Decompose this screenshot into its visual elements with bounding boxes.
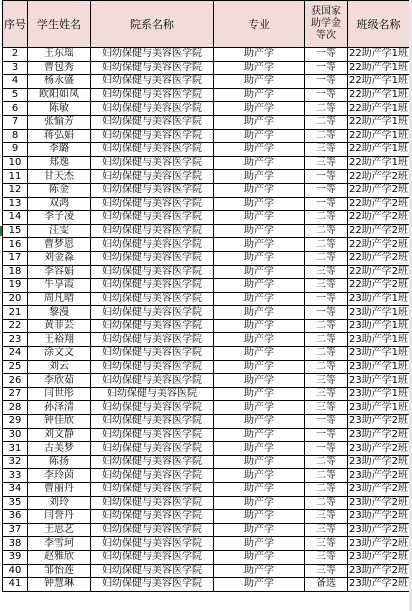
cell-class[interactable]: 23助产学1班	[348, 347, 409, 359]
table-row	[3, 143, 410, 157]
cell-major[interactable]: 助产学	[214, 401, 305, 415]
table-row	[3, 102, 410, 116]
cell-grade[interactable]: 一等	[305, 75, 348, 89]
cell-major[interactable]: 助产学	[214, 61, 305, 75]
cell-college[interactable]: 妇幼保健与美容医学院	[91, 197, 214, 211]
cell-college[interactable]: 妇幼保健与美容医学院	[91, 483, 214, 497]
cell-class[interactable]: 22助产学1班	[348, 48, 409, 60]
cell-name[interactable]: 陈扬	[28, 455, 91, 469]
cell-college[interactable]: 妇幼保健与美容医学院	[91, 306, 214, 320]
cell-no[interactable]: 27	[3, 387, 28, 401]
cell-college[interactable]: 妇幼保健与美容医学院	[91, 115, 214, 129]
table-row	[3, 510, 410, 524]
cell-grade[interactable]: 三等	[305, 523, 348, 537]
cell-no[interactable]: 25	[3, 360, 28, 374]
table-row	[3, 88, 410, 102]
cell-grade[interactable]: 二等	[305, 360, 348, 374]
table-row	[3, 469, 410, 483]
cell-no[interactable]: 40	[3, 564, 28, 578]
cell-no[interactable]: 31	[3, 442, 28, 456]
cell-grade[interactable]: 三等	[305, 374, 348, 388]
cell-major[interactable]: 助产学	[214, 469, 305, 483]
cell-class[interactable]: 23助产学2班	[348, 442, 409, 454]
cell-name[interactable]: 王裕翔	[28, 333, 91, 347]
cell-major[interactable]: 助产学	[214, 496, 305, 510]
cell-name[interactable]: 曹丽丹	[28, 483, 91, 497]
table-row	[3, 279, 410, 293]
cell-major[interactable]: 助产学	[214, 455, 305, 469]
cell-major[interactable]: 助产学	[214, 88, 305, 102]
cell-class[interactable]: 23助产学1班	[348, 306, 409, 318]
cell-grade[interactable]: 二等	[305, 129, 348, 143]
table-header	[3, 1, 410, 48]
cell-college[interactable]: 妇幼保健与美容医学院	[91, 360, 214, 374]
cell-class[interactable]: 23助产学2班	[348, 564, 409, 576]
cell-name[interactable]: 周凡晴	[28, 292, 91, 306]
cell-grade[interactable]: 一等	[305, 415, 348, 429]
cell-major[interactable]: 助产学	[214, 170, 305, 184]
header-college[interactable]: 院系名称	[91, 1, 214, 48]
table-row	[3, 115, 410, 129]
cell-college[interactable]: 妇幼保健与美容医学院	[91, 170, 214, 184]
cell-college[interactable]: 妇幼保健与美容医院	[91, 387, 214, 401]
cell-class[interactable]: 23助产学2班	[348, 415, 409, 427]
cell-class[interactable]: 22助产学2班	[348, 265, 409, 277]
table-row	[3, 129, 410, 143]
cell-college[interactable]: 妇幼保健与美容医学院	[91, 428, 214, 442]
cell-no[interactable]: 20	[3, 292, 28, 306]
cell-major[interactable]: 助产学	[214, 428, 305, 442]
cell-no[interactable]: 8	[3, 129, 28, 143]
cell-name[interactable]: 孙泽清	[28, 401, 91, 415]
table-row	[3, 483, 410, 497]
table-row	[3, 401, 410, 415]
cell-major[interactable]: 助产学	[214, 183, 305, 197]
cell-name[interactable]: 黎漫	[28, 306, 91, 320]
cell-name[interactable]: 杨永盛	[28, 75, 91, 89]
cell-college[interactable]: 妇幼保健与美容医学院	[91, 537, 214, 551]
cell-major[interactable]: 助产学	[214, 510, 305, 524]
table-row	[3, 292, 410, 306]
cell-no[interactable]: 39	[3, 550, 28, 564]
cell-name[interactable]: 刘玲	[28, 496, 91, 510]
cell-name[interactable]: 郑逸	[28, 156, 91, 170]
cell-college[interactable]: 妇幼保健与美容医学院	[91, 143, 214, 157]
table-row	[3, 347, 410, 361]
cell-major[interactable]: 助产学	[214, 211, 305, 225]
table-row	[3, 578, 410, 592]
cell-college[interactable]: 妇幼保健与美容医学院	[91, 401, 214, 415]
cell-no[interactable]: 19	[3, 279, 28, 293]
cell-name[interactable]: 古美梦	[28, 442, 91, 456]
cell-no[interactable]: 41	[3, 578, 28, 592]
cell-college[interactable]: 妇幼保健与美容医学院	[91, 550, 214, 564]
cell-college[interactable]: 妇幼保健与美容医学院	[91, 374, 214, 388]
cell-name[interactable]: 王思艺	[28, 523, 91, 537]
cell-name[interactable]: 陈金	[28, 183, 91, 197]
cell-no[interactable]: 17	[3, 251, 28, 265]
cell-class[interactable]: 23助产学2班	[348, 428, 409, 440]
cell-major[interactable]: 助产学	[214, 102, 305, 116]
cell-class[interactable]: 23助产学2班	[348, 537, 409, 549]
cell-major[interactable]: 助产学	[214, 442, 305, 456]
cell-college[interactable]: 妇幼保健与美容医学院	[91, 319, 214, 333]
cell-major[interactable]: 助产学	[214, 360, 305, 374]
table-row	[3, 415, 410, 429]
cell-name[interactable]: 钟佳欣	[28, 415, 91, 429]
cell-major[interactable]: 助产学	[214, 564, 305, 578]
cell-college[interactable]: 妇幼保健与美容医学院	[91, 88, 214, 102]
cell-college[interactable]: 妇幼保健与美容医学院	[91, 224, 214, 238]
cell-no[interactable]: 7	[3, 115, 28, 129]
cell-no[interactable]: 5	[3, 88, 28, 102]
cell-grade[interactable]: 三等	[305, 143, 348, 157]
cell-major[interactable]: 助产学	[214, 387, 305, 401]
cell-class[interactable]: 23助产学1班	[348, 401, 409, 413]
cell-major[interactable]: 助产学	[214, 197, 305, 211]
table-row	[3, 211, 410, 225]
cell-class[interactable]: 23助产学2班	[348, 524, 409, 536]
cell-name[interactable]: 蒋弘娟	[28, 129, 91, 143]
cell-class[interactable]: 22助产学1班	[348, 157, 409, 169]
cell-college[interactable]: 妇幼保健与美容医学院	[91, 61, 214, 75]
cell-college[interactable]: 妇幼保健与美容医学院	[91, 442, 214, 456]
cell-class[interactable]: 22助产学1班	[348, 102, 409, 114]
cell-grade[interactable]: 二等	[305, 319, 348, 333]
cell-no[interactable]: 15	[3, 224, 28, 238]
table-body	[3, 48, 410, 592]
cell-class[interactable]: 22助产学2班	[348, 225, 409, 237]
cell-name[interactable]: 黄菲芸	[28, 319, 91, 333]
cell-college[interactable]: 妇幼保健与美容医学院	[91, 510, 214, 524]
cell-name[interactable]: 赵雅欣	[28, 550, 91, 564]
cell-no[interactable]: 16	[3, 238, 28, 252]
cell-major[interactable]: 助产学	[214, 279, 305, 293]
cell-name[interactable]: 刘文静	[28, 428, 91, 442]
cell-major[interactable]: 助产学	[214, 483, 305, 497]
table-row	[3, 306, 410, 320]
cell-grade[interactable]: 一等	[305, 197, 348, 211]
cell-name[interactable]: 张愉芳	[28, 115, 91, 129]
table-row	[3, 265, 410, 279]
table-row	[3, 61, 410, 75]
cell-class[interactable]: 22助产学2班	[348, 279, 409, 291]
cell-name[interactable]: 涂文文	[28, 347, 91, 361]
table-row	[3, 170, 410, 184]
cell-college[interactable]: 妇幼保健与美容医学院	[91, 75, 214, 89]
cell-grade[interactable]: 二等	[305, 238, 348, 252]
table-row	[3, 238, 410, 252]
cell-college[interactable]: 妇幼保健与美容医学院	[91, 496, 214, 510]
cell-no[interactable]: 3	[3, 61, 28, 75]
cell-no[interactable]: 33	[3, 469, 28, 483]
cell-class[interactable]: 23助产学2班	[348, 483, 409, 495]
cell-class[interactable]: 22助产学2班	[348, 238, 409, 250]
cell-class[interactable]: 22助产学2班	[348, 252, 409, 264]
cell-college[interactable]: 妇幼保健与美容医学院	[91, 455, 214, 469]
cell-major[interactable]: 助产学	[214, 265, 305, 279]
header-grade-line-3: 等次	[316, 30, 336, 41]
cell-name[interactable]: 双鸿	[28, 197, 91, 211]
cell-class[interactable]: 22助产学1班	[348, 61, 409, 73]
cell-name[interactable]: 邹怡莲	[28, 564, 91, 578]
cell-no[interactable]: 14	[3, 211, 28, 225]
cell-class[interactable]: 23助产学1班	[348, 388, 409, 400]
table-row	[3, 496, 410, 510]
cell-college[interactable]: 妇幼保健与美容医学院	[91, 48, 214, 62]
cell-major[interactable]: 助产学	[214, 143, 305, 157]
cell-class[interactable]: 23助产学2班	[348, 456, 409, 468]
cell-class[interactable]: 23助产学2班	[348, 510, 409, 522]
cell-grade[interactable]: 一等	[305, 48, 348, 62]
cell-major[interactable]: 助产学	[214, 333, 305, 347]
cell-no[interactable]: 35	[3, 496, 28, 510]
cell-college[interactable]: 妇幼保健与美容医学院	[91, 523, 214, 537]
table-row	[3, 387, 410, 401]
cell-college[interactable]: 妇幼保健与美容医学院	[91, 415, 214, 429]
cell-grade[interactable]: 二等	[305, 347, 348, 361]
cell-grade[interactable]: 二等	[305, 455, 348, 469]
cell-name[interactable]: 刘云	[28, 360, 91, 374]
cell-name[interactable]: 闫誉丹	[28, 510, 91, 524]
cell-grade[interactable]: 二等	[305, 102, 348, 116]
cell-class[interactable]: 23助产学1班	[348, 292, 409, 304]
table-row	[3, 360, 410, 374]
cell-class[interactable]: 22助产学1班	[348, 75, 409, 87]
cell-no[interactable]: 2	[3, 48, 28, 62]
cell-grade[interactable]: 三等	[305, 279, 348, 293]
cell-no[interactable]: 11	[3, 170, 28, 184]
cell-grade[interactable]: 三等	[305, 510, 348, 524]
cell-no[interactable]: 28	[3, 401, 28, 415]
cell-no[interactable]: 6	[3, 102, 28, 116]
cell-name[interactable]: 李璐	[28, 143, 91, 157]
cell-class[interactable]: 22助产学2班	[348, 170, 409, 182]
cell-name[interactable]: 李容娟	[28, 265, 91, 279]
cell-name[interactable]: 闫世彤	[28, 387, 91, 401]
cell-college[interactable]: 妇幼保健与美容医学院	[91, 279, 214, 293]
cell-grade[interactable]: 二等	[305, 224, 348, 238]
cell-grade[interactable]: 备选	[305, 578, 348, 592]
cell-college[interactable]: 妇幼保健与美容医学院	[91, 211, 214, 225]
cell-class[interactable]: 22助产学1班	[348, 143, 409, 155]
cell-class[interactable]: 22助产学1班	[348, 89, 409, 101]
cell-college[interactable]: 妇幼保健与美容医学院	[91, 102, 214, 116]
cell-no[interactable]: 4	[3, 75, 28, 89]
cell-college[interactable]: 妇幼保健与美容医学院	[91, 129, 214, 143]
table-row	[3, 523, 410, 537]
cell-no[interactable]: 38	[3, 537, 28, 551]
cell-major[interactable]: 助产学	[214, 48, 305, 62]
cell-major[interactable]: 助产学	[214, 578, 305, 592]
cell-grade[interactable]: 三等	[305, 564, 348, 578]
cell-name[interactable]: 曹梦恩	[28, 238, 91, 252]
cell-name[interactable]: 欧阳如凤	[28, 88, 91, 102]
cell-class[interactable]: 23助产学1班	[348, 360, 409, 372]
table-row	[3, 224, 410, 238]
cell-class[interactable]: 23助产学1班	[348, 374, 409, 386]
cell-major[interactable]: 助产学	[214, 115, 305, 129]
header-row	[3, 1, 410, 48]
cell-grade[interactable]: 一等	[305, 88, 348, 102]
cell-name[interactable]: 陈敏	[28, 102, 91, 116]
cell-no[interactable]: 23	[3, 333, 28, 347]
cell-class[interactable]: 23助产学1班	[348, 320, 409, 332]
cell-major[interactable]: 助产学	[214, 75, 305, 89]
table-row	[3, 183, 410, 197]
cell-major[interactable]: 助产学	[214, 550, 305, 564]
cell-name[interactable]: 王东瑶	[28, 48, 91, 62]
cell-grade[interactable]: 二等	[305, 333, 348, 347]
header-grade[interactable]	[305, 1, 348, 48]
cell-college[interactable]: 妇幼保健与美容医学院	[91, 578, 214, 592]
table-row	[3, 564, 410, 578]
table-row	[3, 319, 410, 333]
grant-recipient-table	[2, 0, 410, 592]
cell-class[interactable]: 22助产学1班	[348, 116, 409, 128]
cell-college[interactable]: 妇幼保健与美容医学院	[91, 251, 214, 265]
cell-name[interactable]: 汪雯	[28, 224, 91, 238]
cell-no[interactable]: 36	[3, 510, 28, 524]
table-row	[3, 455, 410, 469]
cell-college[interactable]: 妇幼保健与美容医学院	[91, 265, 214, 279]
header-grade-line-1: 获国家	[311, 6, 341, 17]
cell-college[interactable]: 妇幼保健与美容医学院	[91, 156, 214, 170]
cell-grade[interactable]: 二等	[305, 469, 348, 483]
cell-major[interactable]: 助产学	[214, 224, 305, 238]
cell-class[interactable]: 23助产学1班	[348, 333, 409, 345]
cell-name[interactable]: 李雪珂	[28, 537, 91, 551]
cell-grade[interactable]: 二等	[305, 251, 348, 265]
cell-grade[interactable]: 二等	[305, 496, 348, 510]
cell-major[interactable]: 助产学	[214, 347, 305, 361]
header-no[interactable]: 序号	[3, 1, 28, 48]
cell-class[interactable]: 23助产学2班	[348, 469, 409, 481]
cell-major[interactable]: 助产学	[214, 523, 305, 537]
header-grade-line-2: 助学金	[311, 18, 341, 29]
cell-grade[interactable]: 一等	[305, 442, 348, 456]
cell-no[interactable]: 29	[3, 415, 28, 429]
cell-grade[interactable]: 三等	[305, 156, 348, 170]
cell-college[interactable]: 妇幼保健与美容医学院	[91, 469, 214, 483]
cell-major[interactable]: 助产学	[214, 129, 305, 143]
cell-no[interactable]: 22	[3, 319, 28, 333]
cell-grade[interactable]: 二等	[305, 115, 348, 129]
header-class[interactable]: 班级名称	[348, 1, 410, 48]
cell-grade[interactable]: 一等	[305, 183, 348, 197]
cell-name[interactable]: 曹包秀	[28, 61, 91, 75]
cell-grade[interactable]: 二等	[305, 483, 348, 497]
table-row	[3, 251, 410, 265]
cell-grade[interactable]: 一等	[305, 306, 348, 320]
header-major[interactable]: 专业	[214, 1, 305, 48]
cell-name[interactable]: 李欣茹	[28, 374, 91, 388]
cell-no[interactable]: 10	[3, 156, 28, 170]
cell-no[interactable]: 37	[3, 523, 28, 537]
cell-major[interactable]: 助产学	[214, 238, 305, 252]
cell-college[interactable]: 妇幼保健与美容医学院	[91, 292, 214, 306]
cell-major[interactable]: 助产学	[214, 537, 305, 551]
table-row	[3, 156, 410, 170]
cell-college[interactable]: 妇幼保健与美容医学院	[91, 238, 214, 252]
cell-major[interactable]: 助产学	[214, 415, 305, 429]
cell-no[interactable]: 9	[3, 143, 28, 157]
table-row	[3, 428, 410, 442]
cell-class[interactable]: 22助产学2班	[348, 184, 409, 196]
table-row	[3, 442, 410, 456]
table-row	[3, 48, 410, 62]
cell-grade[interactable]: 三等	[305, 550, 348, 564]
cell-grade[interactable]: 三等	[305, 265, 348, 279]
cell-class[interactable]: 22助产学1班	[348, 129, 409, 141]
cell-grade[interactable]: 三等	[305, 387, 348, 401]
cell-grade[interactable]: 三等	[305, 537, 348, 551]
cell-class[interactable]: 22助产学2班	[348, 197, 409, 209]
cell-no[interactable]: 26	[3, 374, 28, 388]
table-row	[3, 75, 410, 89]
cell-no[interactable]: 34	[3, 483, 28, 497]
cell-name[interactable]: 甘天杰	[28, 170, 91, 184]
table-row	[3, 333, 410, 347]
cell-major[interactable]: 助产学	[214, 374, 305, 388]
cell-major[interactable]: 助产学	[214, 319, 305, 333]
cell-college[interactable]: 妇幼保健与美容医学院	[91, 564, 214, 578]
cell-name[interactable]: 钟慧琳	[28, 578, 91, 592]
cell-college[interactable]: 妇幼保健与美容医学院	[91, 183, 214, 197]
cell-grade[interactable]: 一等	[305, 170, 348, 184]
cell-no[interactable]: 21	[3, 306, 28, 320]
cell-name[interactable]: 李子凌	[28, 211, 91, 225]
header-name[interactable]: 学生姓名	[28, 1, 91, 48]
cell-name[interactable]: 李玲茵	[28, 469, 91, 483]
cell-no[interactable]: 12	[3, 183, 28, 197]
cell-class[interactable]: 23助产学2班	[348, 496, 409, 508]
cell-no[interactable]: 32	[3, 455, 28, 469]
table-row	[3, 550, 410, 564]
cell-major[interactable]: 助产学	[214, 292, 305, 306]
cell-no[interactable]: 18	[3, 265, 28, 279]
table-row	[3, 197, 410, 211]
cell-grade[interactable]: 一等	[305, 61, 348, 75]
cell-major[interactable]: 助产学	[214, 251, 305, 265]
cell-class[interactable]: 23助产学2班	[348, 578, 409, 590]
cell-name[interactable]: 刘金淼	[28, 251, 91, 265]
cell-grade[interactable]: 一等	[305, 428, 348, 442]
cell-major[interactable]: 助产学	[214, 156, 305, 170]
cell-grade[interactable]: 一等	[305, 292, 348, 306]
cell-major[interactable]: 助产学	[214, 306, 305, 320]
cell-name[interactable]: 牛享霞	[28, 279, 91, 293]
table-row	[3, 374, 410, 388]
cell-class[interactable]: 23助产学2班	[348, 551, 409, 563]
cell-grade[interactable]: 三等	[305, 401, 348, 415]
cell-college[interactable]: 妇幼保健与美容医学院	[91, 333, 214, 347]
cell-no[interactable]: 30	[3, 428, 28, 442]
cell-grade[interactable]: 二等	[305, 211, 348, 225]
table-row	[3, 537, 410, 551]
cell-class[interactable]: 22助产学2班	[348, 211, 409, 223]
cell-no[interactable]: 13	[3, 197, 28, 211]
cell-college[interactable]: 妇幼保健与美容医学院	[91, 347, 214, 361]
cell-no[interactable]: 24	[3, 347, 28, 361]
